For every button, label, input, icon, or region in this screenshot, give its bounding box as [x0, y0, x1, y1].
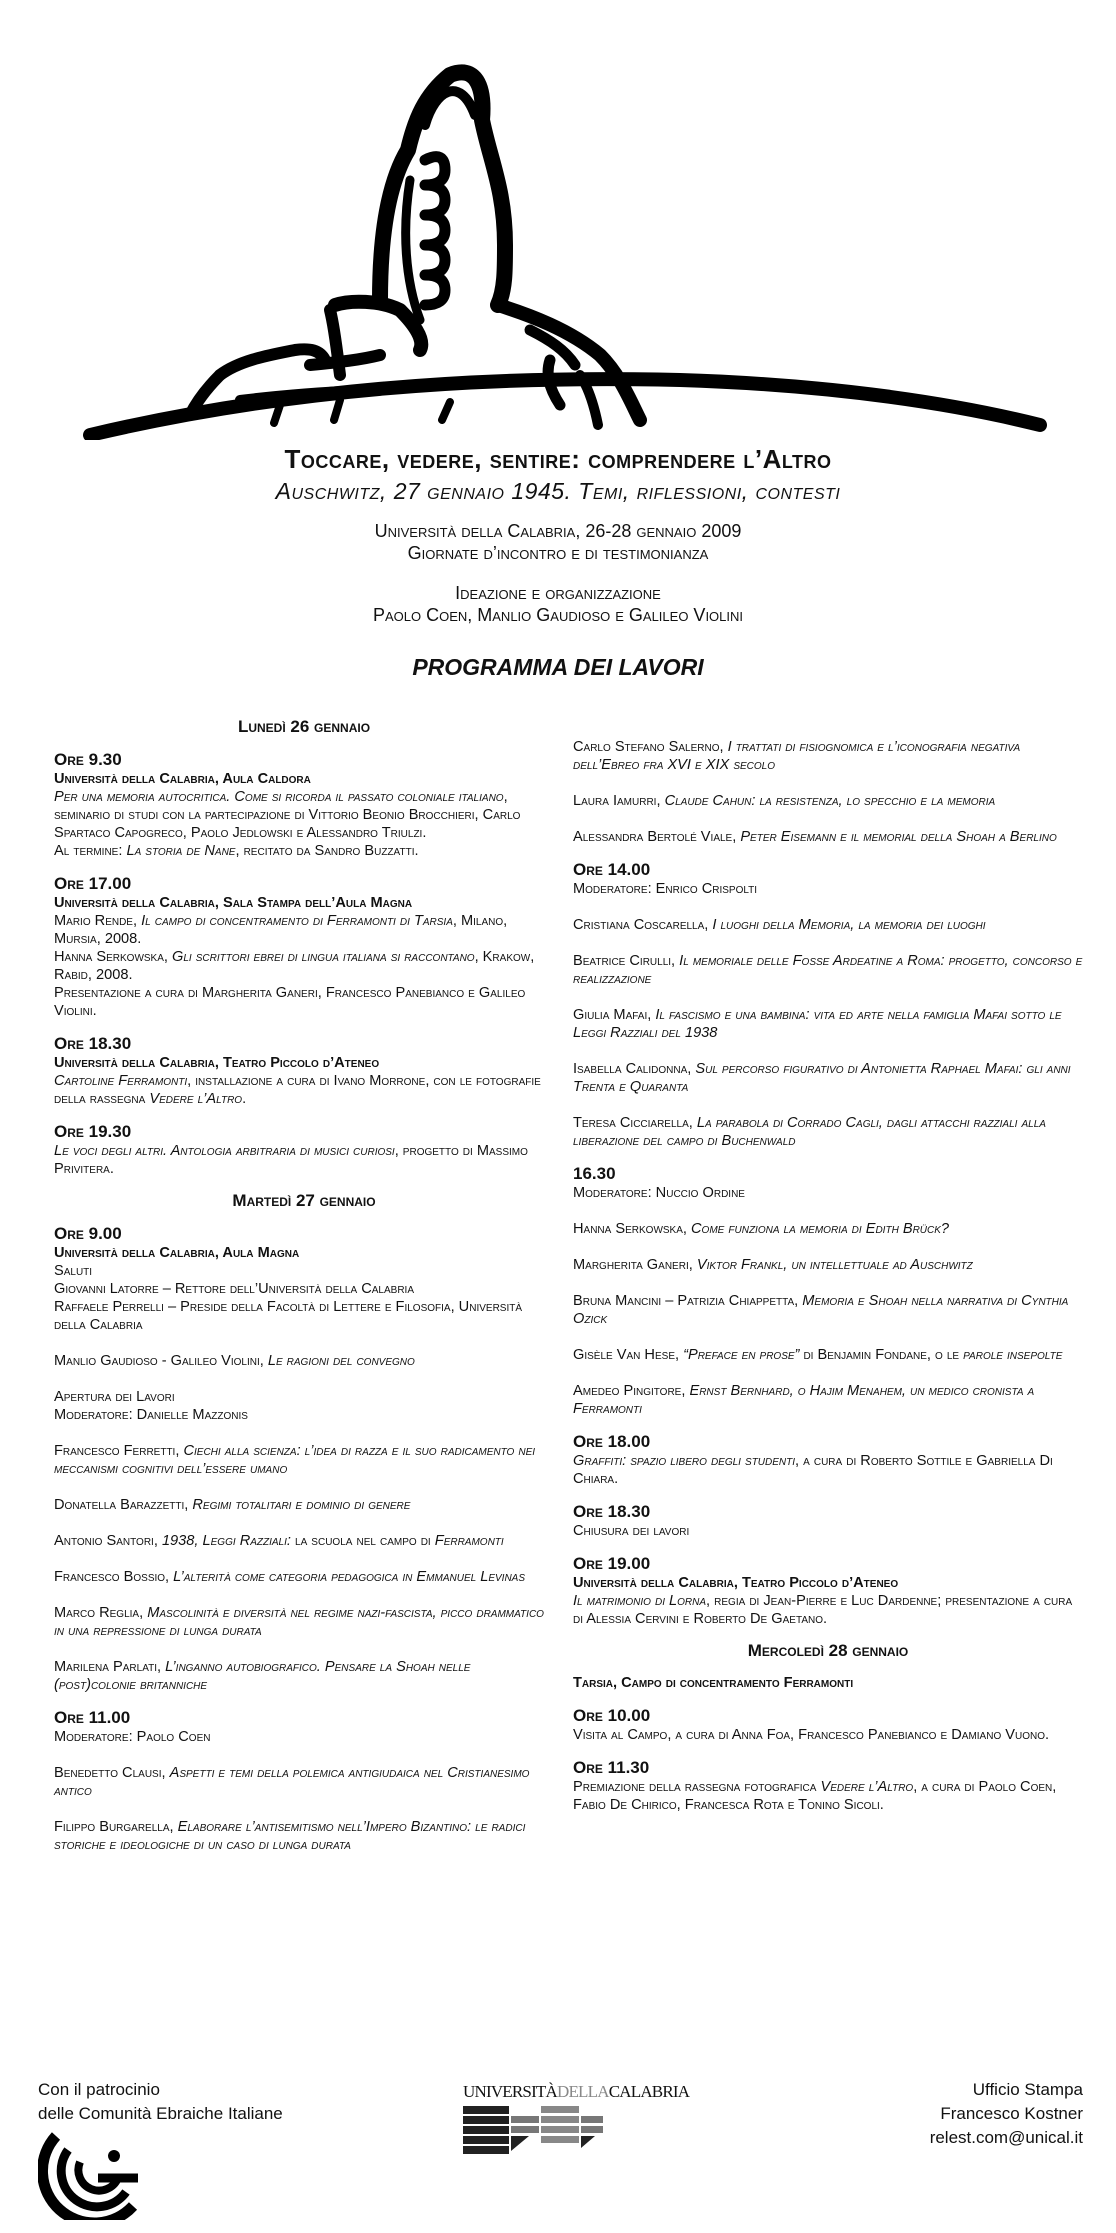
entry-text: Marco Reglia,	[54, 1605, 148, 1621]
unical-logo-word-2: DELLA	[557, 2082, 609, 2101]
day-heading: Lunedì 26 gennaio	[237, 717, 371, 736]
programme-entry	[54, 984, 554, 1020]
spacer	[573, 1238, 1083, 1256]
spacer	[54, 1514, 554, 1532]
entry-title-text: Ciechi alla scienza: l’idea di razza e il suo radicamento nei meccanismi cognitivi dell’essere umano	[54, 1443, 536, 1477]
session-time: Ore 10.00	[573, 1706, 651, 1725]
day-heading: Martedì 27 gennaio	[232, 1191, 376, 1210]
entry-title-text: Aspetti e temi della polemica antigiudaica nel Cristianesimo antico	[54, 1765, 530, 1799]
programme-entry	[573, 792, 1083, 810]
programme-entry	[573, 1292, 1083, 1328]
session-venue: Tarsia, Campo di concentramento Ferramonti	[573, 1675, 854, 1691]
entry-title-text: Graffiti: spazio libero degli studenti	[573, 1453, 796, 1469]
entry-text: Teresa Cicciarella,	[573, 1115, 697, 1131]
entry-text: Cristiana Coscarella,	[573, 917, 713, 933]
session-time: Ore 19.30	[54, 1122, 132, 1141]
entry-text: Isabella Calidonna,	[573, 1061, 696, 1077]
entry-title-text: Ferramonti	[434, 1533, 504, 1549]
entry-title-text: Per una memoria autocritica. Come si ricorda il passato coloniale italiano	[54, 789, 504, 805]
programme-entry	[54, 1764, 554, 1800]
spacer	[54, 1334, 554, 1352]
session-venue: Università della Calabria, Aula Magna	[54, 1245, 300, 1261]
session-time: Ore 14.00	[573, 860, 651, 879]
entry-text: Al termine:	[54, 843, 127, 859]
programme-entry	[54, 1406, 554, 1424]
session-time: Ore 11.30	[573, 1758, 650, 1777]
entry-text: Marilena Parlati,	[54, 1659, 166, 1675]
entry-text: , recitato da Sandro Buzzatti.	[235, 843, 419, 859]
entry-title-text: L’alterità come categoria pedagogica in Emmanuel Levinas	[173, 1569, 526, 1585]
patronage-line-1: Con il patrocinio	[38, 2080, 160, 2099]
organizers-label: Ideazione e organizzazione	[455, 583, 661, 603]
entry-text: Hanna Serkowska,	[54, 949, 173, 965]
patronage-line-2: delle Comunità Ebraiche Italiane	[38, 2104, 283, 2123]
entry-text: Beatrice Cirulli,	[573, 953, 680, 969]
programme-entry	[573, 880, 1083, 898]
entry-title-text: Sul percorso figurativo di Antonietta Raphael Mafai: gli anni Trenta e Quaranta	[573, 1061, 1071, 1095]
monument-illustration-icon	[80, 30, 1060, 440]
entry-text: Presentazione a cura di Margherita Ganeri, Francesco Panebianco e Galileo Violini.	[54, 985, 526, 1019]
spacer	[573, 1328, 1083, 1346]
organizers-block	[0, 582, 1116, 626]
spacer	[573, 988, 1083, 1006]
patronage-text	[38, 2078, 283, 2126]
entry-text: Raffaele Perrelli – Preside della Facoltà di Lettere e Filosofia, Università della Calabria	[54, 1299, 523, 1333]
session-venue: Università della Calabria, Teatro Piccolo d’Ateneo	[54, 1055, 380, 1071]
entry-title-text: Le voci degli altri. Antologia arbitraria di musici curiosi	[54, 1143, 395, 1159]
unical-logo-text	[463, 2082, 689, 2102]
spacer	[573, 934, 1083, 952]
venue-block	[0, 520, 1116, 564]
entry-title-text: La storia de Nane	[126, 843, 236, 859]
press-email-link[interactable]: relest.com@unical.it	[929, 2128, 1083, 2147]
session-time: Ore 18.30	[54, 1034, 132, 1053]
spacer	[54, 1550, 554, 1568]
programme-entry	[573, 1382, 1083, 1418]
unical-logo	[463, 2082, 690, 2177]
entry-text: Francesco Ferretti,	[54, 1443, 184, 1459]
spacer	[54, 1370, 554, 1388]
press-office	[930, 2078, 1083, 2150]
programme-entry	[54, 842, 554, 860]
session-time: Ore 9.30	[54, 750, 122, 769]
venue-dates: Università della Calabria, 26-28 gennaio 2009	[374, 521, 742, 541]
entry-title-text: I luoghi della Memoria, la memoria dei luoghi	[712, 917, 986, 933]
entry-text: Amedeo Pingitore,	[573, 1383, 690, 1399]
spacer	[54, 1640, 554, 1658]
entry-text: , a cura di Roberto Sottile e Gabriella Di Chiara.	[573, 1453, 1053, 1487]
session-time: Ore 9.00	[54, 1224, 122, 1243]
session-time: Ore 17.00	[54, 874, 132, 893]
press-contact-name: Francesco Kostner	[940, 2104, 1083, 2123]
entry-text: Mario Rende,	[54, 913, 142, 929]
entry-text: Francesco Bossio,	[54, 1569, 174, 1585]
spacer	[573, 810, 1083, 828]
programme-entry	[54, 1568, 554, 1586]
entry-text: Gisèle Van Hese,	[573, 1347, 684, 1363]
event-title: Toccare, vedere, sentire: comprendere l’Altro	[284, 444, 832, 474]
entry-title-text: parole insepolte	[963, 1347, 1063, 1363]
day-heading: Mercoledì 28 gennaio	[747, 1641, 909, 1660]
programme-title: PROGRAMMA DEI LAVORI	[412, 654, 704, 680]
programme-entry	[573, 1346, 1083, 1364]
entry-title-text: Viktor Frankl, un intellettuale ad Auschwitz	[696, 1257, 973, 1273]
entry-title-text: Il fascismo e una bambina: vita ed arte nella famiglia Mafai sotto le Leggi Razziali del 1938	[573, 1007, 1062, 1041]
entry-title-text: “Preface en prose”	[683, 1347, 800, 1363]
programme-entry	[54, 1142, 554, 1178]
programme-entry	[573, 1006, 1083, 1042]
spacer	[573, 1364, 1083, 1382]
entry-text: , seminario di studi con la partecipazione di Vittorio Beonio Brocchieri, Carlo Spartaco Capogreco, Paolo Jedlowski e Alessandro Triulzi.	[54, 789, 521, 841]
entry-text: Giulia Mafai,	[573, 1007, 656, 1023]
entry-text: , a cura di Paolo Coen, Fabio De Chirico, Francesca Rota e Tonino Sicoli.	[573, 1779, 1057, 1813]
session-time: Ore 18.30	[573, 1502, 651, 1521]
entry-title-text: Ernst Bernhard, o Hajim Menahem, un medico cronista a Ferramonti	[573, 1383, 1035, 1417]
entry-title-text: Memoria e Shoah nella narrativa di Cynthia Ozick	[573, 1293, 1069, 1327]
programme-right-column	[573, 738, 1083, 1814]
programme-entry	[54, 1442, 554, 1478]
entry-text: Antonio Santori,	[54, 1533, 162, 1549]
programme-entry	[54, 1388, 554, 1406]
programme-entry	[54, 1532, 554, 1550]
programme-entry	[54, 1496, 554, 1514]
programme-entry	[573, 828, 1083, 846]
entry-text: Manlio Gaudioso - Galileo Violini,	[54, 1353, 268, 1369]
entry-text: Premiazione della rassegna fotografica	[573, 1779, 821, 1795]
entry-text: Hanna Serkowska,	[573, 1221, 692, 1237]
entry-title-text: Vedere l’Altro	[820, 1779, 914, 1795]
entry-title-text: Claude Cahun: la resistenza, lo specchio e la memoria	[664, 793, 996, 809]
press-office-label: Ufficio Stampa	[972, 2080, 1083, 2099]
spacer	[54, 1586, 554, 1604]
programme-entry	[54, 948, 554, 984]
entry-title-text: Regimi totalitari e dominio di genere	[192, 1497, 411, 1513]
session-venue: Università della Calabria, Teatro Piccolo d’Ateneo	[573, 1575, 899, 1591]
spacer	[573, 1274, 1083, 1292]
entry-text: , Krakow, Rabid, 2008.	[54, 949, 535, 983]
programme-entry	[573, 1114, 1083, 1150]
entry-text: Moderatore: Enrico Crispolti	[573, 881, 758, 897]
programme-entry	[54, 1728, 554, 1746]
programme-entry	[573, 1060, 1083, 1096]
entry-text: .	[242, 1091, 247, 1107]
session-time: 16.30	[573, 1164, 616, 1183]
entry-title-text: Mascolinità e diversità nel regime nazi-fascista, picco drammatico in una repressione di lunga durata	[54, 1605, 544, 1639]
spacer	[54, 1478, 554, 1496]
entry-title-text: Il campo di concentramento di Ferramonti di Tarsia	[141, 913, 453, 929]
entry-text: Donatella Barazzetti,	[54, 1497, 193, 1513]
programme-entry	[573, 738, 1083, 774]
programme-entry	[573, 1452, 1083, 1488]
entry-text: Margherita Ganeri,	[573, 1257, 697, 1273]
entry-text: Apertura dei Lavori	[54, 1389, 175, 1405]
entry-title-text: Vedere l’Altro	[149, 1091, 243, 1107]
spacer	[54, 1424, 554, 1442]
programme-entry	[54, 1262, 554, 1280]
programme-entry	[54, 1352, 554, 1370]
programme-entry	[54, 1818, 554, 1854]
programme-entry	[54, 788, 554, 842]
spacer	[54, 1800, 554, 1818]
entry-text: , progetto di Massimo Privitera.	[54, 1143, 528, 1177]
entry-title-text: 1938, Leggi Razziali:	[161, 1533, 296, 1549]
entry-title-text: L’inganno autobiografico. Pensare la Shoah nelle (post)colonie britanniche	[54, 1659, 471, 1693]
entry-text: Moderatore: Paolo Coen	[54, 1729, 211, 1745]
entry-text: Laura Iamurri,	[573, 793, 665, 809]
entry-title-text: Elaborare l’antisemitismo nell’Impero Bizantino: le radici storiche e ideologiche di un caso di lunga durata	[54, 1819, 526, 1853]
entry-title-text: Il memoriale delle Fosse Ardeatine a Roma: progetto, concorso e realizzazione	[573, 953, 1083, 987]
entry-text: Chiusura dei lavori	[573, 1523, 690, 1539]
spacer	[573, 774, 1083, 792]
entry-text: Alessandra Bertolé Viale,	[573, 829, 741, 845]
programme-entry	[573, 1592, 1083, 1628]
entry-text: Moderatore: Danielle Mazzonis	[54, 1407, 248, 1423]
entry-text: la scuola nel campo di	[295, 1533, 435, 1549]
ucei-logo-icon	[38, 2130, 143, 2220]
programme-left-column	[54, 718, 554, 1854]
programme-entry	[573, 1726, 1083, 1744]
programme-entry	[54, 1658, 554, 1694]
programme-entry	[54, 1280, 554, 1298]
session-venue: Università della Calabria, Sala Stampa dell’Aula Magna	[54, 895, 413, 911]
programme-entry	[573, 1778, 1083, 1814]
unical-logo-word-1: UNIVERSITÀ	[463, 2082, 557, 2101]
entry-title-text: I trattati di fisiognomica e l’iconografia negativa dell’Ebreo fra XVI e XIX secolo	[573, 739, 1021, 773]
entry-title-text: Cartoline Ferramonti	[54, 1073, 188, 1089]
programme-entry	[573, 1256, 1083, 1274]
programme-entry	[54, 1604, 554, 1640]
entry-text: di Benjamin Fondane, o le	[799, 1347, 964, 1363]
entry-text: Bruna Mancini – Patrizia Chiappetta,	[573, 1293, 803, 1309]
entry-title-text: Peter Eisemann e il memorial della Shoah a Berlino	[740, 829, 1057, 845]
programme-entry	[573, 1220, 1083, 1238]
spacer	[573, 1202, 1083, 1220]
session-time: Ore 19.00	[573, 1554, 651, 1573]
entry-title-text: Gli scrittori ebrei di lingua italiana si raccontano	[172, 949, 475, 965]
venue-description: Giornate d’incontro e di testimonianza	[407, 543, 709, 563]
entry-text: Carlo Stefano Salerno,	[573, 739, 728, 755]
entry-text: Filippo Burgarella,	[54, 1819, 178, 1835]
entry-text: Benedetto Clausi,	[54, 1765, 170, 1781]
entry-text: , installazione a cura di Ivano Morrone, con le fotografie della rassegna	[54, 1073, 541, 1107]
programme-entry	[573, 1522, 1083, 1540]
entry-text: Giovanni Latorre – Rettore dell’Università della Calabria	[54, 1281, 414, 1297]
programme-entry	[573, 916, 1083, 934]
entry-title-text: La parabola di Corrado Cagli, dagli attacchi razziali alla liberazione del campo di Buchenwald	[573, 1115, 1046, 1149]
unical-logo-mark-icon	[463, 2106, 613, 2176]
spacer	[573, 1042, 1083, 1060]
programme-entry	[54, 1298, 554, 1334]
programme-entry	[573, 952, 1083, 988]
session-venue: Università della Calabria, Aula Caldora	[54, 771, 311, 787]
programme-entry	[54, 912, 554, 948]
session-time: Ore 18.00	[573, 1432, 651, 1451]
entry-title-text: Le ragioni del convegno	[267, 1353, 415, 1369]
spacer	[573, 1096, 1083, 1114]
spacer	[573, 898, 1083, 916]
entry-text: Saluti	[54, 1263, 93, 1279]
session-time: Ore 11.00	[54, 1708, 131, 1727]
unical-logo-word-3: CALABRIA	[608, 2082, 690, 2101]
entry-text: Moderatore: Nuccio Ordine	[573, 1185, 745, 1201]
organizers-names: Paolo Coen, Manlio Gaudioso e Galileo Violini	[372, 605, 744, 625]
spacer	[54, 1746, 554, 1764]
entry-text: , Milano, Mursia, 2008.	[54, 913, 508, 947]
entry-title-text: Il matrimonio di Lorna	[573, 1593, 707, 1609]
entry-title-text: Come funziona la memoria di Edith Brück?	[691, 1221, 950, 1237]
event-subtitle: Auschwitz, 27 gennaio 1945. Temi, riflessioni, contesti	[275, 478, 841, 504]
programme-entry	[573, 1184, 1083, 1202]
programme-entry	[54, 1072, 554, 1108]
entry-text: Visita al Campo, a cura di Anna Foa, Francesco Panebianco e Damiano Vuono.	[573, 1727, 1050, 1743]
entry-text: , regia di Jean-Pierre e Luc Dardenne; presentazione a cura di Alessia Cervini e Roberto De Gaetano.	[573, 1593, 1073, 1627]
